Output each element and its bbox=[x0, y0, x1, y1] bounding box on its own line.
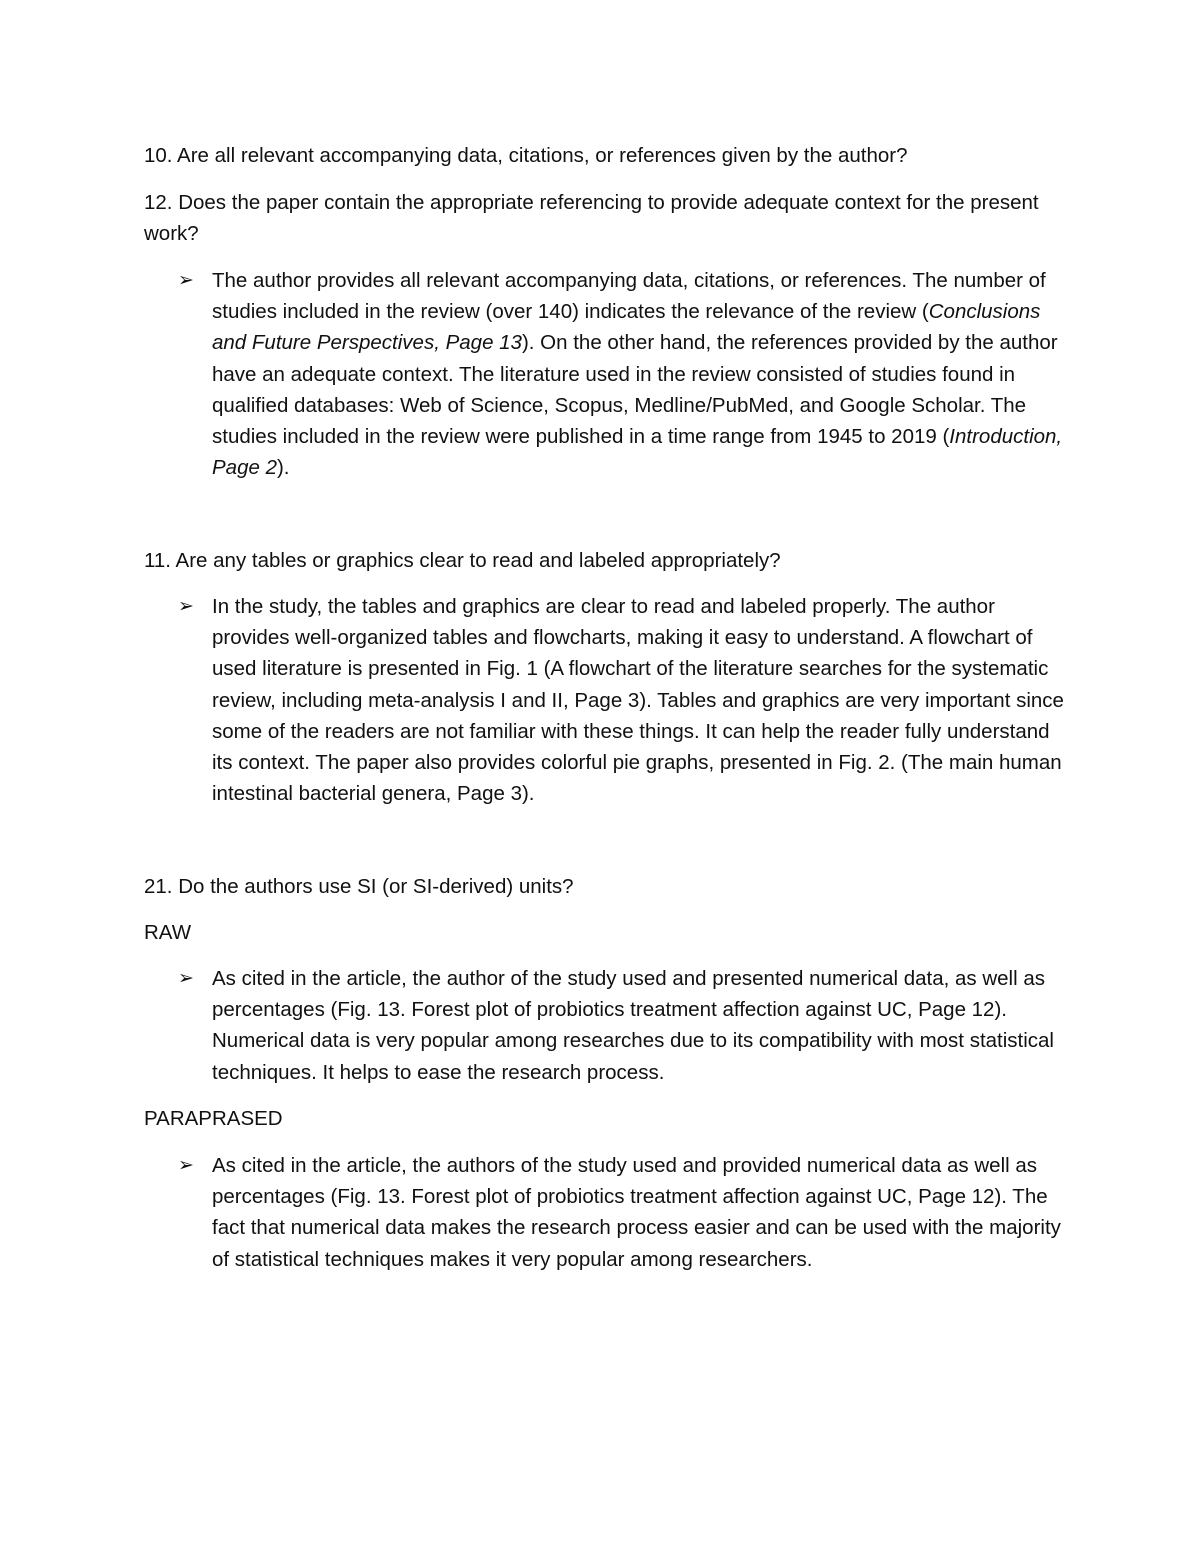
bullet-arrow-icon: ➢ bbox=[178, 1155, 194, 1176]
answer-references-text-2: ). On the other hand, the references provided by the author have an adequate context. The literature used in the review consisted of studies found in qualified databases: Web of Science, Scopus, Medline/PubMed, and Google Scholar. The studies included in the review were published in a time range from 1945 to 2019 ( bbox=[212, 331, 1058, 449]
answer-references-text-3: ). bbox=[276, 456, 290, 480]
bullet-arrow-icon: ➢ bbox=[178, 596, 194, 617]
paraphrased-paragraph: As cited in the article, the authors of the study used and provided numerical data as well as percentages (Fig. 13. Forest plot of probiotics treatment affection against UC, Page 12). The fact that numerical data makes the research process easier and can be used with the majority of statistical techniques makes it very popular among researchers. bbox=[212, 1154, 1061, 1271]
answer-references-text-1: The author provides all relevant accompanying data, citations, or references. The number of studies included in the review (over 140) indicates the relevance of the review ( bbox=[212, 269, 1046, 324]
answer-tables-paragraph: In the study, the tables and graphics are clear to read and labeled properly. The author provides well-organized tables and flowcharts, making it easy to understand. A flowchart of used literature is presented in Fig. 1 (A flowchart of the literature searches for the systematic review, including meta-analysis I and II, Page 3). Tables and graphics are very important since some of the readers are not familiar with these things. It can help the reader fully understand its context. The paper also provides colorful pie graphs, presented in Fig. 2. (The main human intestinal bacterial genera, Page 3). bbox=[212, 595, 1064, 806]
question-11: 11. Are any tables or graphics clear to read and labeled appropriately? bbox=[144, 549, 781, 572]
bullet-arrow-icon: ➢ bbox=[178, 270, 194, 291]
answer-references-italic-2: Introduction, Page 2 bbox=[212, 425, 1063, 480]
raw-paragraph: As cited in the article, the author of the study used and presented numerical data, as well as percentages (Fig. 13. Forest plot of probiotics treatment affection against UC, Page 12). Numerical data is very popular among researches due to its compatibility with most statistical techniques. It helps to ease the research process. bbox=[212, 967, 1054, 1084]
paraphrased-label: PARAPRASED bbox=[144, 1107, 283, 1130]
question-21: 21. Do the authors use SI (or SI-derived) units? bbox=[144, 875, 574, 898]
raw-label: RAW bbox=[144, 921, 192, 944]
answer-references-paragraph bbox=[212, 265, 1072, 483]
bullet-arrow-icon: ➢ bbox=[178, 968, 194, 989]
question-10: 10. Are all relevant accompanying data, citations, or references given by the author? bbox=[144, 144, 908, 167]
answer-references-italic-1: Conclusions and Future Perspectives, Page 13 bbox=[212, 300, 1041, 355]
question-12: 12. Does the paper contain the appropriate referencing to provide adequate context for the present work? bbox=[144, 191, 1039, 246]
